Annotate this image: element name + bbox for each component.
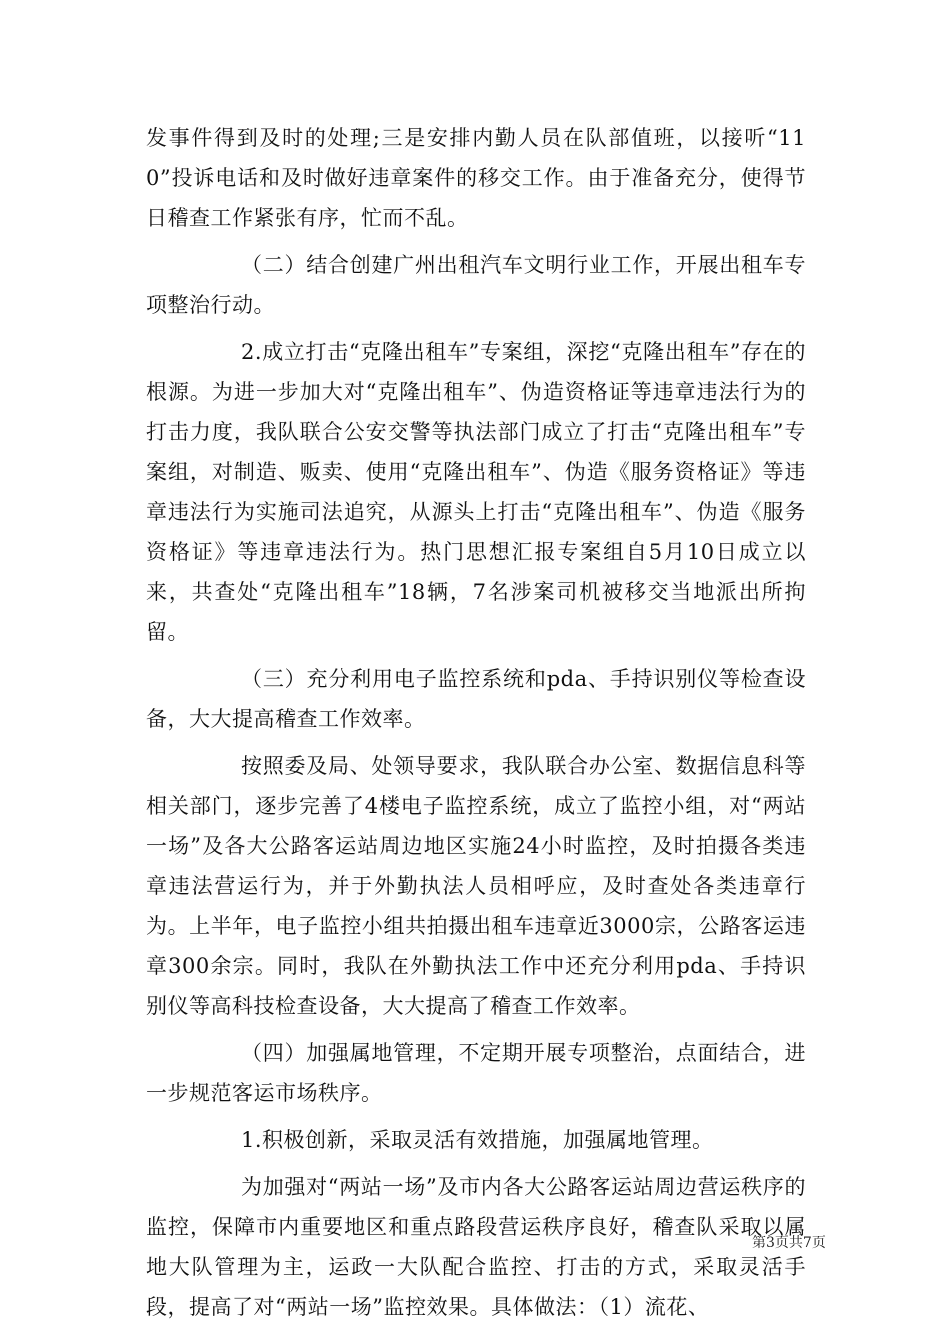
document-body (146, 118, 806, 1327)
page-number: 第3页共7页 (752, 1235, 826, 1251)
paragraph-continuation: 发事件得到及时的处理;三是安排内勤人员在队部值班，以接听“110”投诉电话和及时做好违章案件的移交工作。由于准备充分，使得节日稽查工作紧张有序，忙而不乱。 (146, 126, 806, 230)
paragraph-subheading-1: 1.积极创新，采取灵活有效措施，加强属地管理。 (241, 1128, 714, 1152)
paragraph-clone-taxi: 2.成立打击“克隆出租车”专案组，深挖“克隆出租车”存在的根源。为进一步加大对“克隆出租车”、伪造资格证等违章违法行为的打击力度，我队联合公安交警等执法部门成立了打击“克隆出租车”专案组，对制造、贩卖、使用“克隆出租车”、伪造《服务资格证》等违章违法行为实施司法追究，从源头上打击“克隆出租车”、伪造《服务资格证》等违章违法行为。热门思想汇报专案组自5月10日成立以来，共查处“克隆出租车”18辆，7名涉案司机被移交当地派出所拘留。 (146, 340, 806, 644)
paragraph-monitoring: 按照委及局、处领导要求，我队联合办公室、数据信息科等相关部门，逐步完善了4楼电子监控系统，成立了监控小组，对“两站一场”及各大公路客运站周边地区实施24小时监控，及时拍摄各类违章违法营运行为，并于外勤执法人员相呼应，及时查处各类违章行为。上半年，电子监控小组共拍摄出租车违章近3000宗，公路客运违章300余宗。同时，我队在外勤执法工作中还充分利用pda、手持识别仪等高科技检查设备，大大提高了稽查工作效率。 (146, 754, 806, 1018)
paragraph-heading-4: （四）加强属地管理，不定期开展专项整治，点面结合，进一步规范客运市场秩序。 (146, 1041, 806, 1105)
paragraph-territorial: 为加强对“两站一场”及市内各大公路客运站周边营运秩序的监控，保障市内重要地区和重点路段营运秩序良好，稽查队采取以属地大队管理为主，运政一大队配合监控、打击的方式，采取灵活手段，提高了对“两站一场”监控效果。具体做法：（1）流花、 (146, 1175, 806, 1319)
paragraph-heading-2: （二）结合创建广州出租汽车文明行业工作，开展出租车专项整治行动。 (146, 253, 806, 317)
paragraph-heading-3: （三）充分利用电子监控系统和pda、手持识别仪等检查设备，大大提高稽查工作效率。 (146, 667, 806, 731)
